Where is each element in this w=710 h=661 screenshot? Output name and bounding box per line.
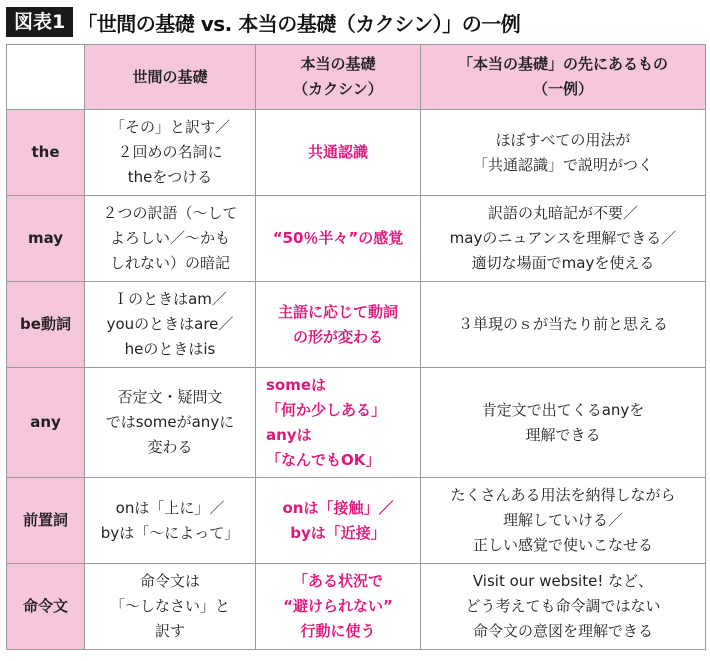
cell-beyond: たくさんある用法を納得しながら 理解していける／ 正しい感覚で使いこなせる <box>421 478 706 564</box>
table-row <box>7 368 706 478</box>
comparison-table <box>6 44 706 650</box>
row-header-any: any <box>7 368 85 478</box>
cell-true: “50％半々”の感覚 <box>256 196 421 282</box>
table-row <box>7 110 706 196</box>
cell-true: 共通認識 <box>256 110 421 196</box>
figure-title: 「世間の基礎 vs. 本当の基礎（カクシン）」の一例 <box>77 11 521 36</box>
cell-beyond: ほぼすべての用法が 「共通認識」で説明がつく <box>421 110 706 196</box>
cell-true: onは「接触」／ byは「近接」 <box>256 478 421 564</box>
row-header-be-verb: be動詞 <box>7 282 85 368</box>
cell-common: 「その」と訳す／ ２回めの名詞に theをつける <box>85 110 256 196</box>
row-header-preposition: 前置詞 <box>7 478 85 564</box>
row-header-imperative: 命令文 <box>7 564 85 650</box>
cell-true: 「ある状況で “避けられない” 行動に使う <box>256 564 421 650</box>
table-row <box>7 564 706 650</box>
table-row <box>7 196 706 282</box>
cell-beyond: ３単現のｓが当たり前と思える <box>421 282 706 368</box>
cell-true: someは 「何か少しある」 anyは 「なんでもOK」 <box>256 368 421 478</box>
cell-common: Ｉのときはam／ youのときはare／ heのときはis <box>85 282 256 368</box>
table-row <box>7 282 706 368</box>
cell-common: ２つの訳語（〜して よろしい／〜かも しれない）の暗記 <box>85 196 256 282</box>
row-header-the: the <box>7 110 85 196</box>
cell-common: 否定文・疑問文 ではsomeがanyに 変わる <box>85 368 256 478</box>
header-row <box>7 45 706 110</box>
cell-common: 命令文は 「〜しなさい」と 訳す <box>85 564 256 650</box>
col-header-true-basics: 本当の基礎 （カクシン） <box>256 45 421 110</box>
cell-common: onは「上に」／ byは「〜によって」 <box>85 478 256 564</box>
cell-beyond: Visit our website! など、 どう考えても命令調ではない 命令文の意図を理解できる <box>421 564 706 650</box>
cell-beyond: 訳語の丸暗記が不要／ mayのニュアンスを理解できる／ 適切な場面でmayを使える <box>421 196 706 282</box>
col-header-beyond: 「本当の基礎」の先にあるもの （一例） <box>421 45 706 110</box>
table-row <box>7 478 706 564</box>
cell-beyond: 肯定文で出てくるanyを 理解できる <box>421 368 706 478</box>
figure-label: 図表1 <box>6 7 73 37</box>
corner-cell <box>7 45 85 110</box>
cell-true: 主語に応じて動詞 の形が変わる <box>256 282 421 368</box>
figure-title-bar <box>6 6 520 38</box>
col-header-common-basics: 世間の基礎 <box>85 45 256 110</box>
row-header-may: may <box>7 196 85 282</box>
